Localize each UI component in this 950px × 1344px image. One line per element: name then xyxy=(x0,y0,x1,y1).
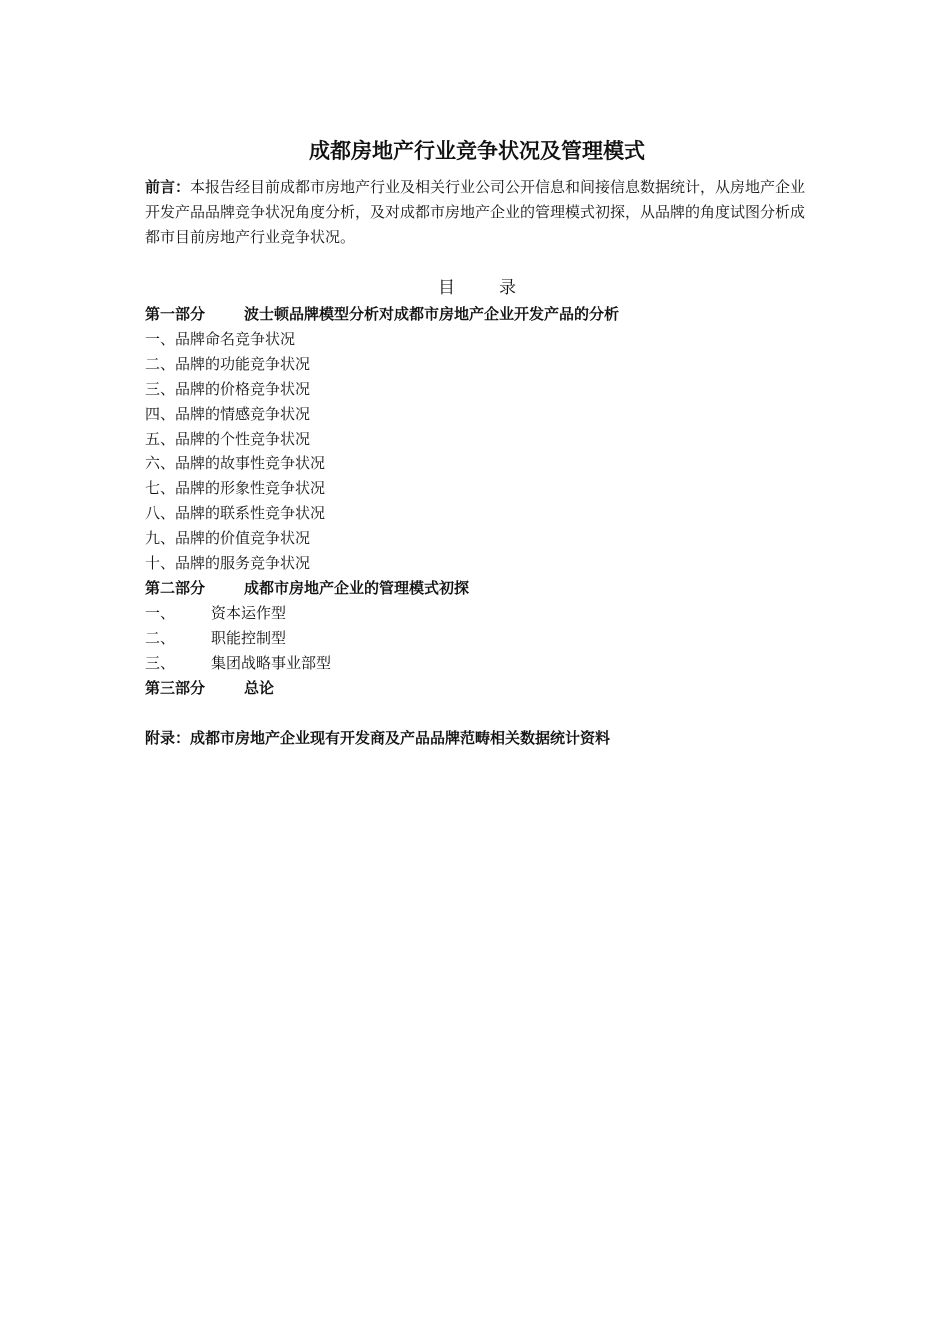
toc-part-2-number: 第二部分 xyxy=(145,578,206,597)
toc-item-title: 职能控制型 xyxy=(211,628,287,647)
preface-label: 前言： xyxy=(145,178,191,196)
document-page xyxy=(145,135,809,751)
preface-text: 本报告经目前成都市房地产行业及相关行业公司公开信息和间接信息数据统计，从房地产企业开发产品品牌竞争状况角度分析，及对成都市房地产企业的管理模式初探，从品牌的角度试图分析成都市目前房地产行业竞争状况。 xyxy=(145,178,806,246)
toc-item: 八、品牌的联系性竞争状况 xyxy=(145,504,326,523)
toc-item: 六、品牌的故事性竞争状况 xyxy=(145,454,326,473)
toc-heading-right: 录 xyxy=(499,278,516,298)
toc-item: 一、品牌命名竞争状况 xyxy=(145,329,296,348)
toc-item-title: 资本运作型 xyxy=(211,603,287,622)
toc-item: 二、品牌的功能竞争状况 xyxy=(145,354,311,373)
toc-part-1-number: 第一部分 xyxy=(145,305,206,323)
toc-part-3 xyxy=(145,676,809,701)
toc-heading-left: 目 xyxy=(438,278,455,298)
toc-part-1 xyxy=(145,302,809,327)
toc-item-number: 二、 xyxy=(145,628,176,647)
preface-paragraph xyxy=(145,175,809,250)
toc-item-title: 集团战略事业部型 xyxy=(211,653,332,672)
toc-item-number: 三、 xyxy=(145,653,176,672)
toc-part-2-title: 成都市房地产企业的管理模式初探 xyxy=(244,578,470,597)
toc-part-1-title: 波士顿品牌模型分析对成都市房地产企业开发产品的分析 xyxy=(244,305,620,323)
toc-item-number: 一、 xyxy=(145,603,176,622)
toc-heading xyxy=(145,276,809,300)
toc-part-2 xyxy=(145,576,809,601)
toc-item: 九、品牌的价值竞争状况 xyxy=(145,529,311,548)
toc-item: 十、品牌的服务竞争状况 xyxy=(145,554,311,573)
toc-item xyxy=(145,626,809,651)
toc-item: 三、品牌的价格竞争状况 xyxy=(145,379,311,398)
toc-item: 五、品牌的个性竞争状况 xyxy=(145,429,311,448)
toc-item: 七、品牌的形象性竞争状况 xyxy=(145,479,326,498)
appendix-line: 附录：成都市房地产企业现有开发商及产品品牌范畴相关数据统计资料 xyxy=(145,728,611,747)
table-of-contents xyxy=(145,302,809,701)
toc-part-3-title: 总论 xyxy=(244,678,275,697)
toc-item xyxy=(145,601,809,626)
toc-part-3-number: 第三部分 xyxy=(145,678,206,697)
toc-item: 四、品牌的情感竞争状况 xyxy=(145,404,311,423)
toc-item xyxy=(145,651,809,676)
document-title: 成都房地产行业竞争状况及管理模式 xyxy=(309,139,645,163)
